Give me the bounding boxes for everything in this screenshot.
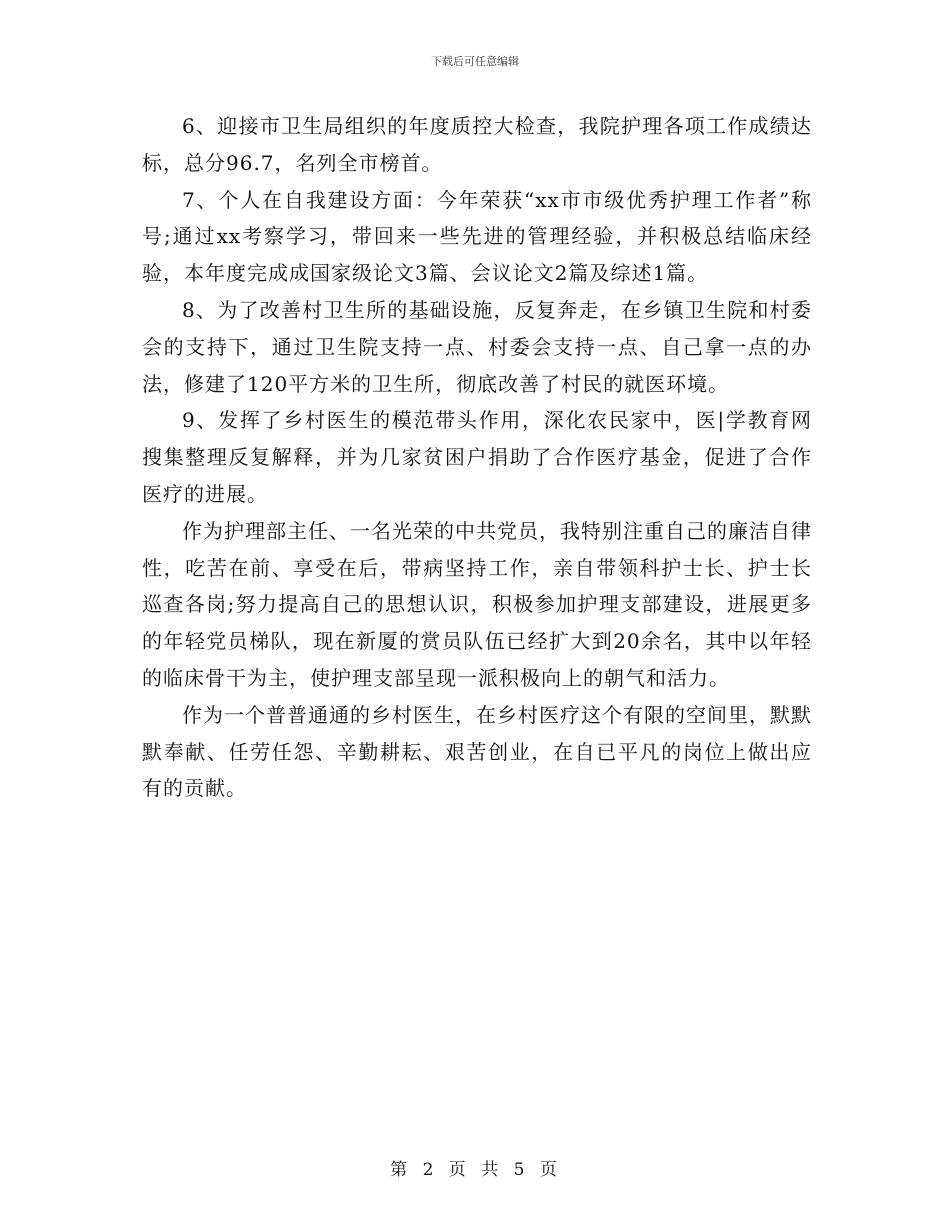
paragraph-conclusion: 作为一个普普通通的乡村医生，在乡村医疗这个有限的空间里，默默默奉献、任劳任怨、辛勤耕耘、艰苦创业，在自已平凡的岗位上做出应有的贡献。 bbox=[142, 702, 812, 801]
document-body bbox=[142, 108, 812, 807]
page-number: 第 2 页 共 5 页 bbox=[390, 1160, 560, 1180]
paragraph-party-member: 作为护理部主任、一名光荣的中共党员，我特别注重自己的廉洁自律性，吃苦在前、享受在后，带病坚持工作，亲自带领科护士长、护士长巡查各岗;努力提高自己的思想认识，积极参加护理支部建设，进展更多的年轻党员梯队，现在新厦的赏员队伍已经扩大到20余名，其中以年轻的临床骨干为主，使护理支部呈现一派积极向上的朝气和活力。 bbox=[142, 518, 812, 690]
paragraph-item-9: 9、发挥了乡村医生的模范带头作用，深化农民家中，医|学教育网搜集整理反复解释，并为几家贫困户捐助了合作医疗基金，促进了合作医疗的进展。 bbox=[142, 408, 812, 506]
paragraph-item-7: 7、个人在自我建设方面：今年荣获“xx市市级优秀护理工作者”称号;通过xx考察学习，带回来一些先进的管理经验，并积极总结临床经验，本年度完成成国家级论文3篇、会议论文2篇及综述1篇。 bbox=[142, 187, 812, 286]
page-header: 下载后可任意编辑 bbox=[431, 55, 519, 68]
paragraph-item-8: 8、为了改善村卫生所的基础设施，反复奔走，在乡镇卫生院和村委会的支持下，通过卫生院支持一点、村委会支持一点、自己拿一点的办法，修建了120平方米的卫生所，彻底改善了村民的就医环境。 bbox=[142, 297, 812, 396]
paragraph-item-6: 6、迎接市卫生局组织的年度质控大检查，我院护理各项工作成绩达标，总分96.7，名列全市榜首。 bbox=[142, 114, 812, 175]
